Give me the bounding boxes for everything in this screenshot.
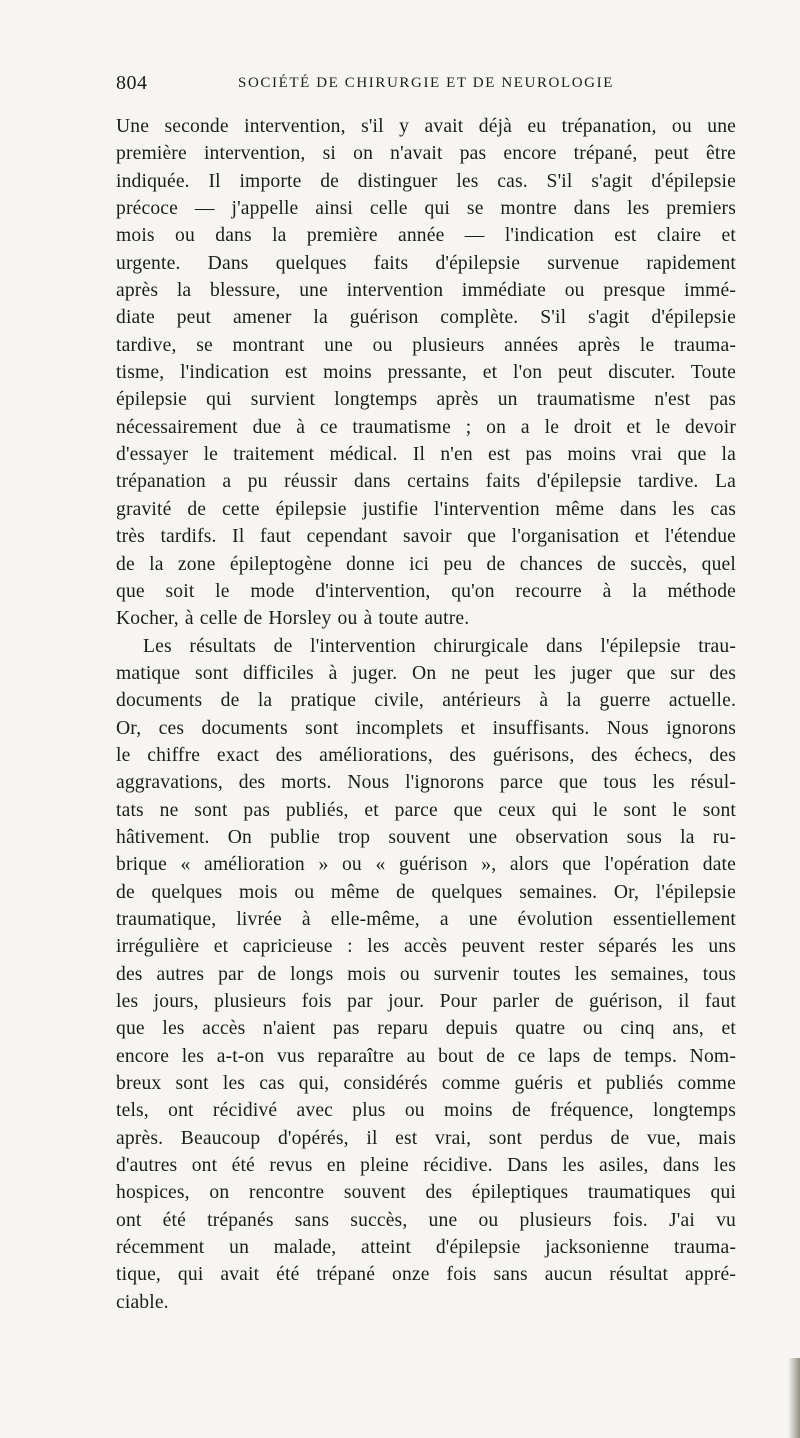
text-line: tats ne sont pas publiés, et parce que ceux qui le sont le sont <box>116 799 736 821</box>
text-line: traumatique, livrée à elle-même, a une évolution essentiellement <box>116 908 736 930</box>
body-text <box>116 113 736 1316</box>
page-edge-shadow <box>788 1358 800 1438</box>
text-line: première intervention, si on n'avait pas encore trépané, peut être <box>116 143 736 165</box>
running-head <box>116 72 736 96</box>
text-line: d'autres ont été revus en pleine récidive. Dans les asiles, dans les <box>116 1155 736 1177</box>
text-line: le chiffre exact des améliorations, des guérisons, des échecs, des <box>116 744 736 766</box>
paragraph-1 <box>116 113 736 633</box>
text-line: après. Beaucoup d'opérés, il est vrai, sont perdus de vue, mais <box>116 1127 736 1149</box>
text-line: urgente. Dans quelques faits d'épilepsie survenue rapidement <box>116 252 736 274</box>
text-line: hospices, on rencontre souvent des épileptiques traumatiques qui <box>116 1182 736 1204</box>
text-line: tisme, l'indication est moins pressante, et l'on peut discuter. Toute <box>116 362 736 384</box>
text-line: indiquée. Il importe de distinguer les cas. S'il s'agit d'épilepsie <box>116 170 736 192</box>
text-line: précoce — j'appelle ainsi celle qui se montre dans les premiers <box>116 198 736 220</box>
text-line: gravité de cette épilepsie justifie l'intervention même dans les cas <box>116 498 736 520</box>
text-line: diate peut amener la guérison complète. S'il s'agit d'épilepsie <box>116 307 736 329</box>
paragraph-2 <box>116 633 736 1317</box>
text-line: ont été trépanés sans succès, une ou plusieurs fois. J'ai vu <box>116 1209 736 1231</box>
text-line: aggravations, des morts. Nous l'ignorons parce que tous les résul- <box>116 772 736 794</box>
page-number: 804 <box>116 72 148 94</box>
text-line: de la zone épileptogène donne ici peu de chances de succès, quel <box>116 553 736 575</box>
text-line: hâtivement. On publie trop souvent une observation sous la ru- <box>116 826 736 848</box>
text-line: de quelques mois ou même de quelques semaines. Or, l'épilepsie <box>116 881 736 903</box>
text-line: Une seconde intervention, s'il y avait déjà eu trépanation, ou une <box>116 116 736 137</box>
text-line: nécessairement due à ce traumatisme ; on a le droit et le devoir <box>116 416 736 438</box>
text-line: matique sont difficiles à juger. On ne peut les juger que sur des <box>116 662 736 684</box>
text-line: des autres par de longs mois ou survenir toutes les semaines, tous <box>116 963 736 985</box>
text-line: encore les a-t-on vus reparaître au bout de ce laps de temps. Nom- <box>116 1045 736 1067</box>
text-line: que les accès n'aient pas reparu depuis quatre ou cinq ans, et <box>116 1018 736 1040</box>
text-line: les jours, plusieurs fois par jour. Pour parler de guérison, il faut <box>116 991 736 1012</box>
text-line: brique « amélioration » ou « guérison », alors que l'opération date <box>116 854 736 876</box>
text-line: Or, ces documents sont incomplets et insuffisants. Nous ignorons <box>116 717 736 739</box>
text-line: tardive, se montrant une ou plusieurs années après le trauma- <box>116 334 736 356</box>
text-line: documents de la pratique civile, antérieurs à la guerre actuelle. <box>116 690 736 712</box>
text-line: épilepsie qui survient longtemps après un traumatisme n'est pas <box>116 389 736 411</box>
text-line: irrégulière et capricieuse : les accès peuvent rester séparés les uns <box>116 936 736 958</box>
text-line: trépanation a pu réussir dans certains faits d'épilepsie tardive. La <box>116 471 736 493</box>
running-title: SOCIÉTÉ DE CHIRURGIE ET DE NEUROLOGIE <box>238 75 614 91</box>
text-line: tels, ont récidivé avec plus ou moins de fréquence, longtemps <box>116 1100 736 1122</box>
text-line: très tardifs. Il faut cependant savoir que l'organisation et l'étendue <box>116 526 736 548</box>
text-line: que soit le mode d'intervention, qu'on recourre à la méthode <box>116 580 736 602</box>
text-line: breux sont les cas qui, considérés comme guéris et publiés comme <box>116 1073 736 1095</box>
text-line: mois ou dans la première année — l'indication est claire et <box>116 225 736 247</box>
text-line: ciable. <box>116 1291 169 1313</box>
text-line: d'essayer le traitement médical. Il n'en est pas moins vrai que la <box>116 444 736 466</box>
text-line: Les résultats de l'intervention chirurgicale dans l'épilepsie trau- <box>143 635 736 657</box>
text-line: récemment un malade, atteint d'épilepsie jacksonienne trauma- <box>116 1237 736 1259</box>
text-line: Kocher, à celle de Horsley ou à toute autre. <box>116 608 470 630</box>
text-line: tique, qui avait été trépané onze fois sans aucun résultat appré- <box>116 1264 736 1286</box>
text-line: après la blessure, une intervention immédiate ou presque immé- <box>116 280 736 302</box>
